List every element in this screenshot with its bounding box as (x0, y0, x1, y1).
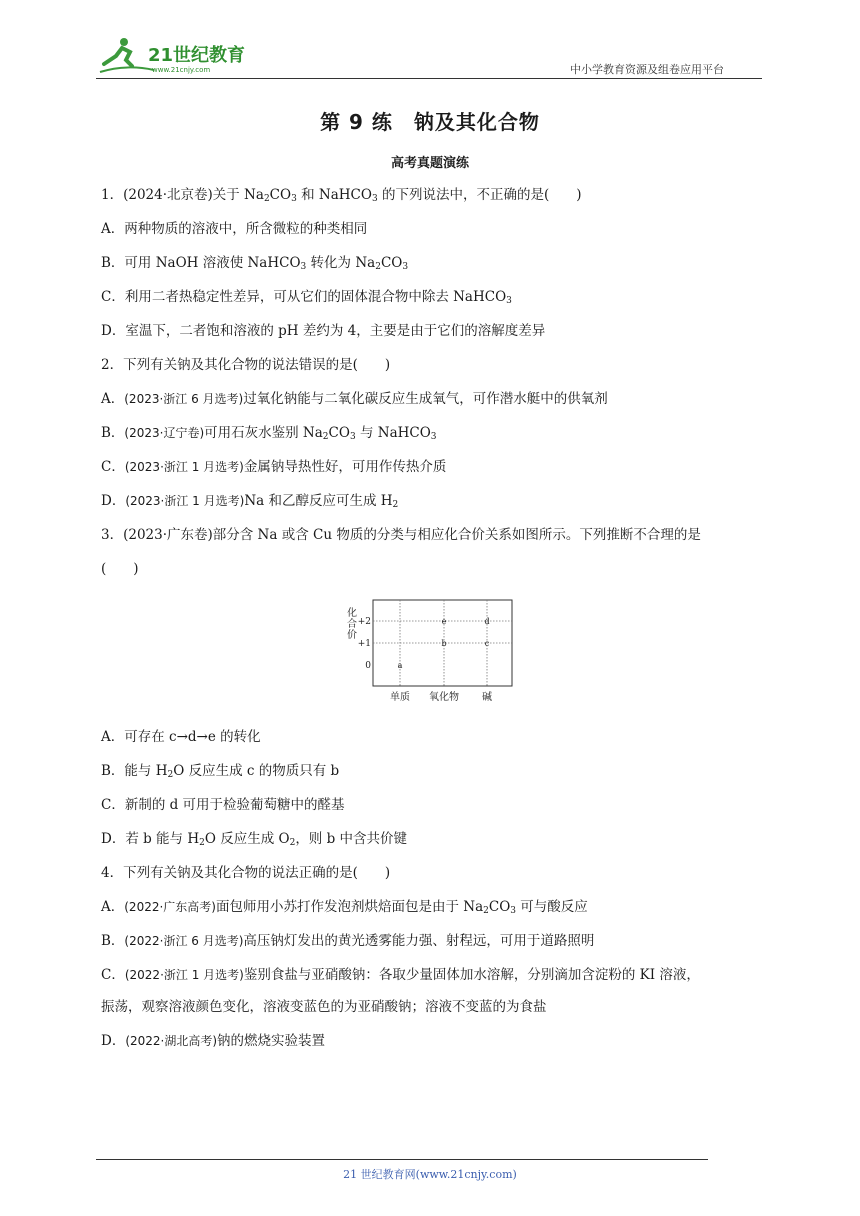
point-d: d (484, 617, 490, 626)
question-2-option-c: C．(2023·浙江 1 月选考)金属钠导热性好，可用作传热介质 (101, 459, 447, 475)
header-slogan: 中小学教育资源及组卷应用平台 (570, 63, 724, 76)
x-tick-label: 氧化物 (429, 692, 459, 703)
question-4-option-d: D．(2022·湖北高考)钠的燃烧实验装置 (101, 1033, 326, 1049)
question-3-option-b: B．能与 $H_2O$ 反应生成 c 的物质只有 b (101, 763, 340, 780)
y-label-char: 化 (347, 608, 357, 619)
question-3-stem-continued: ( ) (101, 561, 139, 577)
question-2-option-d: D．(2023·浙江 1 月选考)Na 和乙醇反应可生成 $H_2$ (101, 493, 399, 510)
question-3-stem: 3．(2023·广东卷)部分含 Na 或含 Cu 物质的分类与相应化合价关系如图所示。下列推断不合理的是 (101, 527, 701, 543)
y-tick-label: +1 (357, 639, 371, 649)
point-a: a (397, 661, 403, 670)
question-4-option-b: B．(2022·浙江 6 月选考)高压钠灯发出的黄光透雾能力强、射程远，可用于道路照明 (101, 933, 595, 949)
runner-icon (100, 38, 154, 72)
x-tick-label: 单质 (390, 692, 410, 703)
question-2-option-b: B．(2023·辽宁卷)可用石灰水鉴别 $Na_2CO_3$ 与 NaHCO$_3$ (101, 425, 437, 442)
point-e: e (441, 617, 447, 626)
question-1-option-a: A．两种物质的溶液中，所含微粒的种类相同 (101, 221, 368, 237)
point-b: b (441, 639, 447, 648)
question-4-option-c: C．(2022·浙江 1 月选考)鉴别食盐与亚硝酸钠：各取少量固体加水溶解，分别滴加含淀粉的 KI 溶液， (101, 967, 700, 983)
footer-link[interactable]: 21 世纪教育网(www.21cnjy.com) (343, 1168, 517, 1181)
y-tick-label: 0 (365, 661, 371, 671)
question-4-option-c-continued: 振荡，观察溶液颜色变化，溶液变蓝色的为亚硝酸钠；溶液不变蓝的为食盐 (101, 999, 547, 1015)
site-logo (96, 34, 256, 78)
page-title: 第 9 练 钠及其化合物 (320, 110, 540, 134)
question-3-option-d: D．若 b 能与 $H_2O$ 反应生成 $O_2$，则 b 中含共价键 (101, 831, 408, 848)
section-title: 高考真题演练 (390, 156, 469, 171)
y-tick-label: +2 (357, 617, 371, 627)
question-2-stem: 2．下列有关钠及其化合物的说法错误的是( ) (101, 357, 391, 373)
question-1-option-b: B．可用 NaOH 溶液使 NaHCO$_3$ 转化为 $Na_2CO_3$ (101, 255, 409, 272)
question-4-option-a: A．(2022·广东高考)面包师用小苏打作发泡剂烘焙面包是由于 $Na_2CO_3$ 可与酸反应 (101, 899, 588, 916)
question-1-option-d: D．室温下，二者饱和溶液的 pH 差约为 4，主要是由于它们的溶解度差异 (101, 323, 546, 339)
chart-y-label (347, 606, 357, 641)
header-divider (96, 78, 762, 79)
question-3-option-a: A．可存在 c→d→e 的转化 (101, 729, 261, 745)
valence-chart (340, 594, 520, 704)
question-1-option-c: C．利用二者热稳定性差异，可从它们的固体混合物中除去 NaHCO$_3$ (101, 289, 512, 306)
footer-divider (96, 1159, 708, 1160)
x-tick-label: 碱 (482, 692, 492, 703)
chart-points (398, 617, 490, 670)
question-4-stem: 4．下列有关钠及其化合物的说法正确的是( ) (101, 865, 391, 881)
question-1-stem: 1．(2024·北京卷)关于 $Na_2CO_3$ 和 NaHCO$_3$ 的下列说法中，不正确的是( ) (101, 187, 582, 204)
question-2-option-a: A．(2023·浙江 6 月选考)过氧化钠能与二氧化碳反应生成氧气，可作潜水艇中的供氧剂 (101, 391, 608, 407)
chart-y-ticks (358, 617, 372, 671)
point-c: c (484, 639, 490, 648)
y-label-char: 价 (347, 630, 357, 641)
question-3-option-c: C．新制的 d 可用于检验葡萄糖中的醛基 (101, 797, 345, 813)
chart-x-ticks (390, 690, 492, 703)
logo-url: www.21cnjy.com (152, 66, 211, 74)
logo-text: 21世纪教育 (148, 45, 246, 66)
y-label-char: 合 (347, 619, 357, 630)
